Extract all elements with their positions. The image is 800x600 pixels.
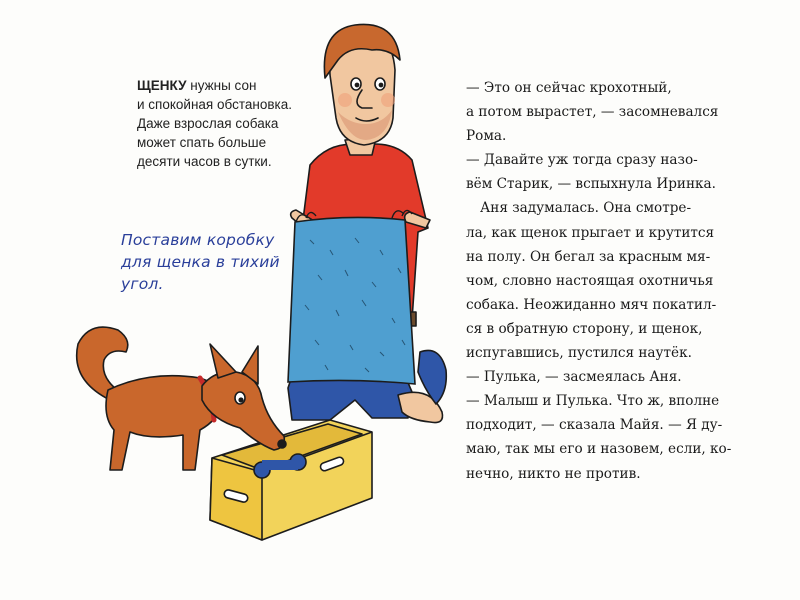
fact-keyword: ЩЕНКУ <box>137 78 187 93</box>
story-line: а потом вырастет, — засомневался <box>466 104 719 121</box>
fact-line-3: Даже взрослая собака <box>137 116 279 131</box>
story-line: — Малыш и Пулька. Что ж, вполне <box>466 393 720 410</box>
fact-line-5: десяти часов в сутки. <box>137 154 272 169</box>
story-text <box>466 76 756 486</box>
story-line: маю, так мы его и назовем, если, ко- <box>466 441 732 458</box>
handwritten-line-2: для щенка в тихий <box>121 253 280 271</box>
story-line: ся в обратную сторону, и щенок, <box>466 320 703 337</box>
story-line: — Пулька, — засмеялась Аня. <box>466 369 682 386</box>
story-line: чом, словно настоящая охотничья <box>466 272 714 289</box>
story-line: собака. Неожиданно мяч покатил- <box>466 296 717 313</box>
story-line: испугавшись, пустился наутёк. <box>466 345 692 362</box>
story-line: вём Старик, — вспыхнула Иринка. <box>466 176 716 193</box>
story-line: подходит, — сказала Майя. — Я ду- <box>466 417 723 434</box>
story-line: — Это он сейчас крохотный, <box>466 80 672 96</box>
fact-line-4: может спать больше <box>137 135 267 150</box>
blue-blanket <box>288 210 415 384</box>
fact-line-1 <box>137 76 337 95</box>
story-line: нечно, никто не против. <box>466 465 641 482</box>
story-line: ла, как щенок прыгает и крутится <box>466 224 715 241</box>
handwritten-note <box>121 229 301 295</box>
story-line: — Давайте уж тогда сразу назо- <box>466 152 698 169</box>
handwritten-line-1: Поставим коробку <box>121 231 275 249</box>
sidebar-fact <box>137 76 337 171</box>
cardboard-box <box>210 420 372 540</box>
handwritten-line-3: угол. <box>121 275 164 293</box>
story-line: Рома. <box>466 128 507 145</box>
story-line: Аня задумалась. Она смотре- <box>480 200 692 217</box>
story-line: на полу. Он бегал за красным мя- <box>466 248 711 265</box>
fact-line-1-text: нужны сон <box>186 78 257 93</box>
fact-line-2: и спокойная обстановка. <box>137 97 292 112</box>
